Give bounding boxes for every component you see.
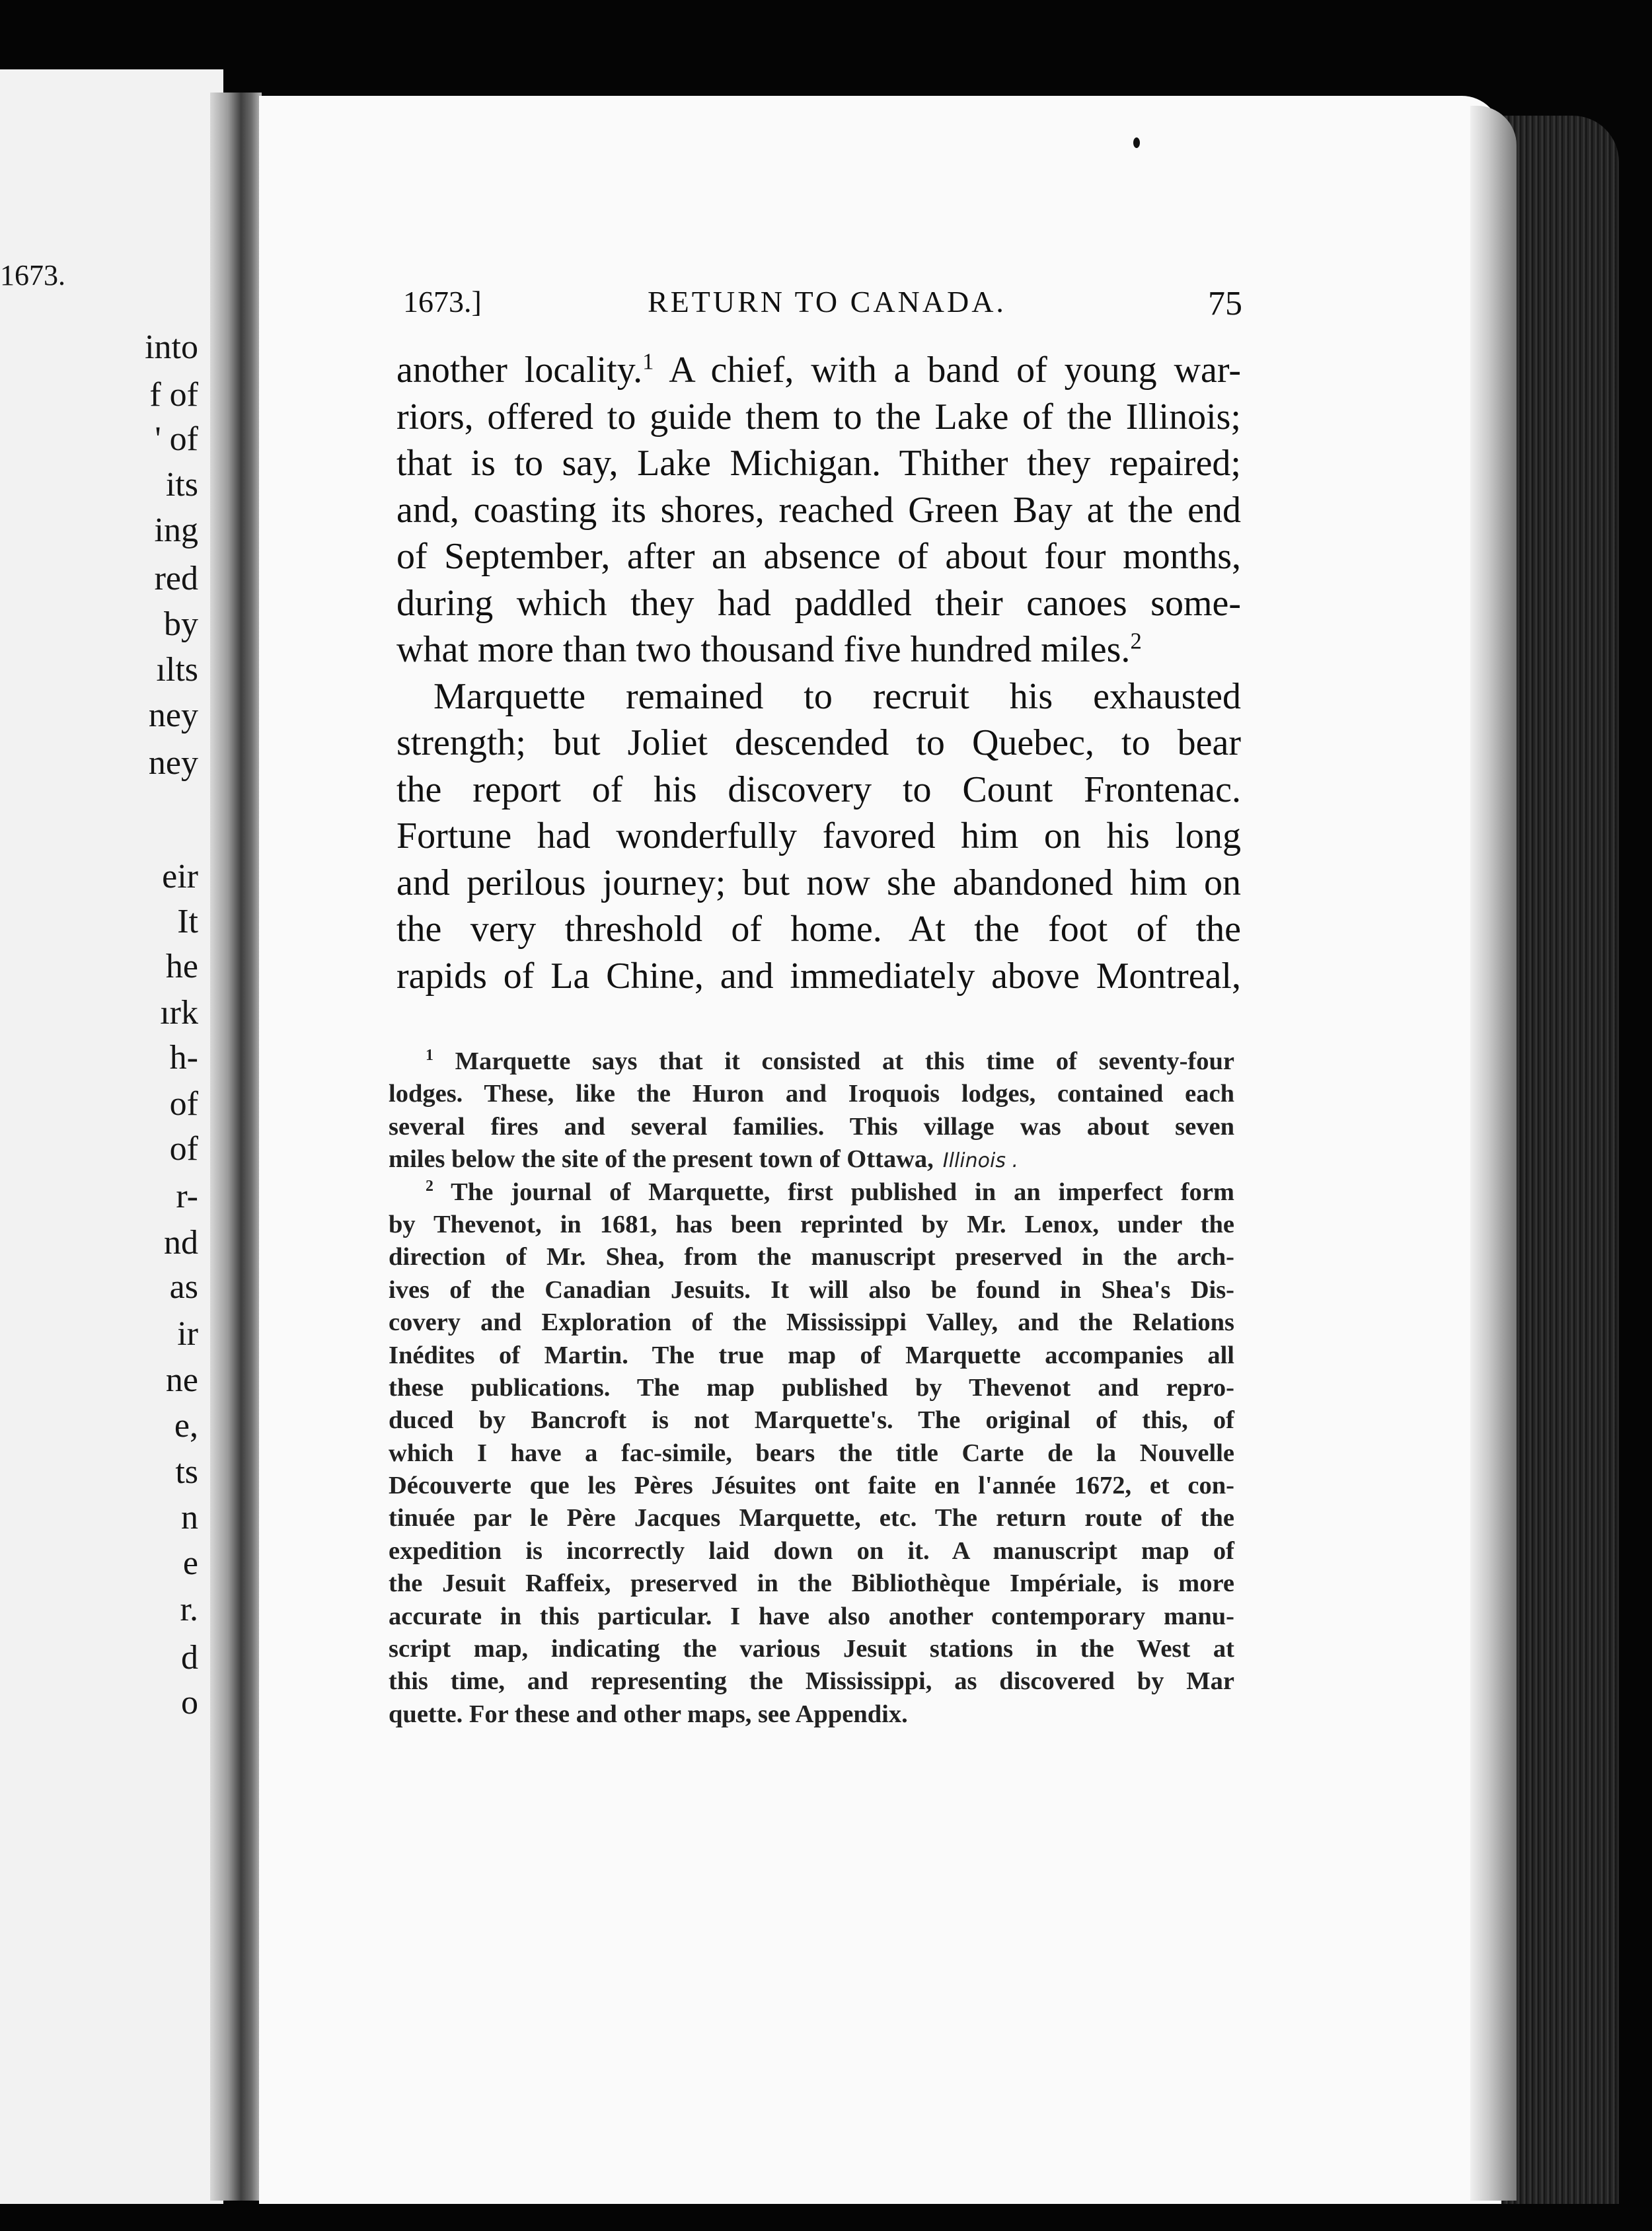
footnote-line — [389, 1209, 1234, 1241]
body-line — [396, 860, 1241, 907]
footnote-text: Marquette says that it consisted at this time of seventy-four — [433, 1047, 1234, 1075]
left-page-fragment: he — [165, 948, 198, 985]
footnote-text: Découverte que les Pères Jésuites ont faite en l'année 1672, et con- — [389, 1472, 1234, 1500]
footnote-line — [389, 1176, 1234, 1209]
footnotes — [389, 1045, 1234, 1731]
footnote-text: accurate in this particular. I have also another contemporary manu- — [389, 1602, 1234, 1630]
footnote-line — [389, 1437, 1234, 1470]
left-page-fragment: h- — [169, 1039, 198, 1077]
body-line — [396, 347, 1241, 394]
left-page-fragment: ne — [165, 1361, 198, 1399]
footnote-number: 1 — [426, 1047, 433, 1065]
footnote-text: duced by Bancroft is not Marquette's. The original of this, of — [389, 1406, 1234, 1435]
footnote-line — [389, 1372, 1234, 1404]
left-page-fragment: ' of — [155, 420, 198, 458]
body-text — [396, 347, 1241, 999]
left-page-fragment: ir — [177, 1315, 198, 1353]
footnote-number: 2 — [426, 1177, 433, 1195]
footnote-reference: 2 — [1130, 628, 1142, 654]
footnote-line — [389, 1340, 1234, 1372]
footnote-text: ives of the Canadian Jesuits. It will also be found in Shea's Dis- — [389, 1275, 1234, 1304]
body-line-text: the very threshold of home. At the foot of the — [396, 909, 1241, 950]
left-page-fragment: of — [169, 1130, 198, 1168]
left-page-fragment: its — [165, 466, 198, 504]
footnote-line — [389, 1502, 1234, 1534]
left-page-fragment: ts — [175, 1453, 198, 1491]
footnote-line — [389, 1045, 1234, 1078]
left-page-fragment: d — [181, 1639, 198, 1677]
body-line — [396, 953, 1241, 1000]
left-page-fragment: ırk — [160, 994, 198, 1032]
body-line — [396, 906, 1241, 953]
left-page-fragment: r- — [176, 1178, 198, 1215]
body-line-text: rapids of La Chine, and immediately above Montreal, — [396, 955, 1241, 997]
body-line-text: Fortune had wonderfully favored him on his long — [396, 815, 1241, 856]
footnote-line — [389, 1143, 1234, 1176]
page-number: 75 — [1208, 285, 1242, 322]
body-line-text: riors, offered to guide them to the Lake of the Illinois; — [396, 396, 1241, 437]
body-line — [396, 720, 1241, 767]
footnote-text: by Thevenot, in 1681, has been reprinted by Mr. Lenox, under the — [389, 1210, 1234, 1238]
left-page-fragment: o — [181, 1684, 198, 1721]
left-page-fragment: by — [164, 605, 198, 643]
body-line — [396, 580, 1241, 627]
footnote-text: this time, and representing the Mississippi, as discovered by Mar — [389, 1667, 1234, 1696]
left-page-fragment: ılts — [156, 651, 198, 689]
left-page-fragment: n — [181, 1499, 198, 1536]
left-page-fragment: ney — [148, 697, 198, 734]
footnote-text: tinuée par le Père Jacques Marquette, etc. The return route of the — [389, 1504, 1234, 1532]
body-line — [396, 440, 1241, 487]
left-page-fragment: r. — [180, 1591, 198, 1628]
body-line — [396, 673, 1241, 720]
footnote-text: quette. For these and other maps, see Appendix. — [389, 1700, 908, 1728]
footnote-text: several fires and several families. This village was about seven — [389, 1112, 1234, 1141]
footnote-text: miles below the site of the present town of Ottawa, — [389, 1145, 934, 1174]
footnote-line — [389, 1633, 1234, 1665]
footnote-line — [389, 1535, 1234, 1568]
left-page-fragment: f of — [149, 376, 198, 414]
left-page-fragment: ing — [154, 511, 198, 549]
body-line — [396, 626, 1241, 673]
left-page-fragment: red — [154, 560, 198, 597]
body-line-text: Marquette remained to recruit his exhausted — [433, 675, 1241, 717]
footnote-text: which I have a fac-simile, bears the title Carte de la Nouvelle — [389, 1439, 1234, 1467]
body-line — [396, 487, 1241, 534]
body-line-text: another locality. — [396, 350, 643, 391]
left-page-fragment: into — [145, 328, 198, 366]
footnote-line — [389, 1404, 1234, 1437]
footnote-line — [389, 1241, 1234, 1273]
left-page-fragment: ney — [148, 744, 198, 782]
footnote-reference: 1 — [642, 348, 654, 375]
running-head-title: RETURN TO CANADA. — [648, 285, 1006, 319]
footnote-text: Inédites of Martin. The true map of Marquette accompanies all — [389, 1341, 1234, 1369]
left-page-fragment: eir — [162, 858, 198, 895]
left-page-fragment: It — [177, 903, 198, 940]
running-head-year: 1673.] — [403, 285, 482, 319]
body-line-text: and perilous journey; but now she abandoned him on — [396, 862, 1241, 903]
left-page-fragment: as — [169, 1268, 198, 1306]
body-line — [396, 533, 1241, 580]
body-line-text: and, coasting its shores, reached Green Bay at the end — [396, 489, 1241, 531]
body-line — [396, 767, 1241, 813]
footnote-text: covery and Exploration of the Mississippi Valley, and the Relations — [389, 1308, 1234, 1337]
body-line-text: the report of his discovery to Count Frontenac. — [396, 769, 1241, 810]
left-facing-page — [0, 69, 223, 2204]
running-head — [403, 284, 1242, 330]
footnote-line — [389, 1665, 1234, 1698]
footnote-line — [389, 1306, 1234, 1339]
footnote-line — [389, 1568, 1234, 1600]
footnote-line — [389, 1274, 1234, 1306]
footnote-text: direction of Mr. Shea, from the manuscript preserved in the arch- — [389, 1243, 1234, 1271]
footnote-line — [389, 1078, 1234, 1110]
footnote-text: these publications. The map published by Thevenot and repro- — [389, 1373, 1234, 1402]
body-line-text: A chief, with a band of young war- — [654, 350, 1241, 391]
ink-speck — [1133, 137, 1140, 148]
body-line-text: what more than two thousand five hundred miles. — [396, 629, 1131, 670]
body-line — [396, 813, 1241, 860]
body-line-text: that is to say, Lake Michigan. Thither they repaired; — [396, 443, 1241, 484]
page-curl — [1470, 106, 1517, 2201]
left-page-fragment: e, — [174, 1407, 198, 1445]
body-line-text: of September, after an absence of about four months, — [396, 536, 1241, 577]
left-page-header: 1673. — [0, 259, 65, 291]
body-line-text: strength; but Joliet descended to Quebec, to bear — [396, 722, 1241, 763]
body-line — [396, 394, 1241, 441]
left-page-fragment: nd — [164, 1224, 198, 1262]
body-line-text: during which they had paddled their canoes some- — [396, 582, 1241, 624]
handwritten-annotation: Illinois . — [942, 1149, 1019, 1173]
footnote-text: The journal of Marquette, first published in an imperfect form — [433, 1178, 1234, 1206]
footnote-line — [389, 1111, 1234, 1143]
footnote-text: expedition is incorrectly laid down on it. A manuscript map of — [389, 1536, 1234, 1565]
footnote-text: the Jesuit Raffeix, preserved in the Bibliothèque Impériale, is more — [389, 1569, 1234, 1598]
book-gutter — [210, 93, 262, 2201]
left-page-fragment: e — [182, 1544, 198, 1582]
footnote-text: script map, indicating the various Jesuit stations in the West at — [389, 1635, 1234, 1663]
footnote-line — [389, 1698, 1234, 1731]
left-page-fragment: of — [169, 1085, 198, 1123]
footnote-line — [389, 1470, 1234, 1502]
footnote-line — [389, 1601, 1234, 1633]
footnote-text: lodges. These, like the Huron and Iroquois lodges, contained each — [389, 1080, 1234, 1108]
